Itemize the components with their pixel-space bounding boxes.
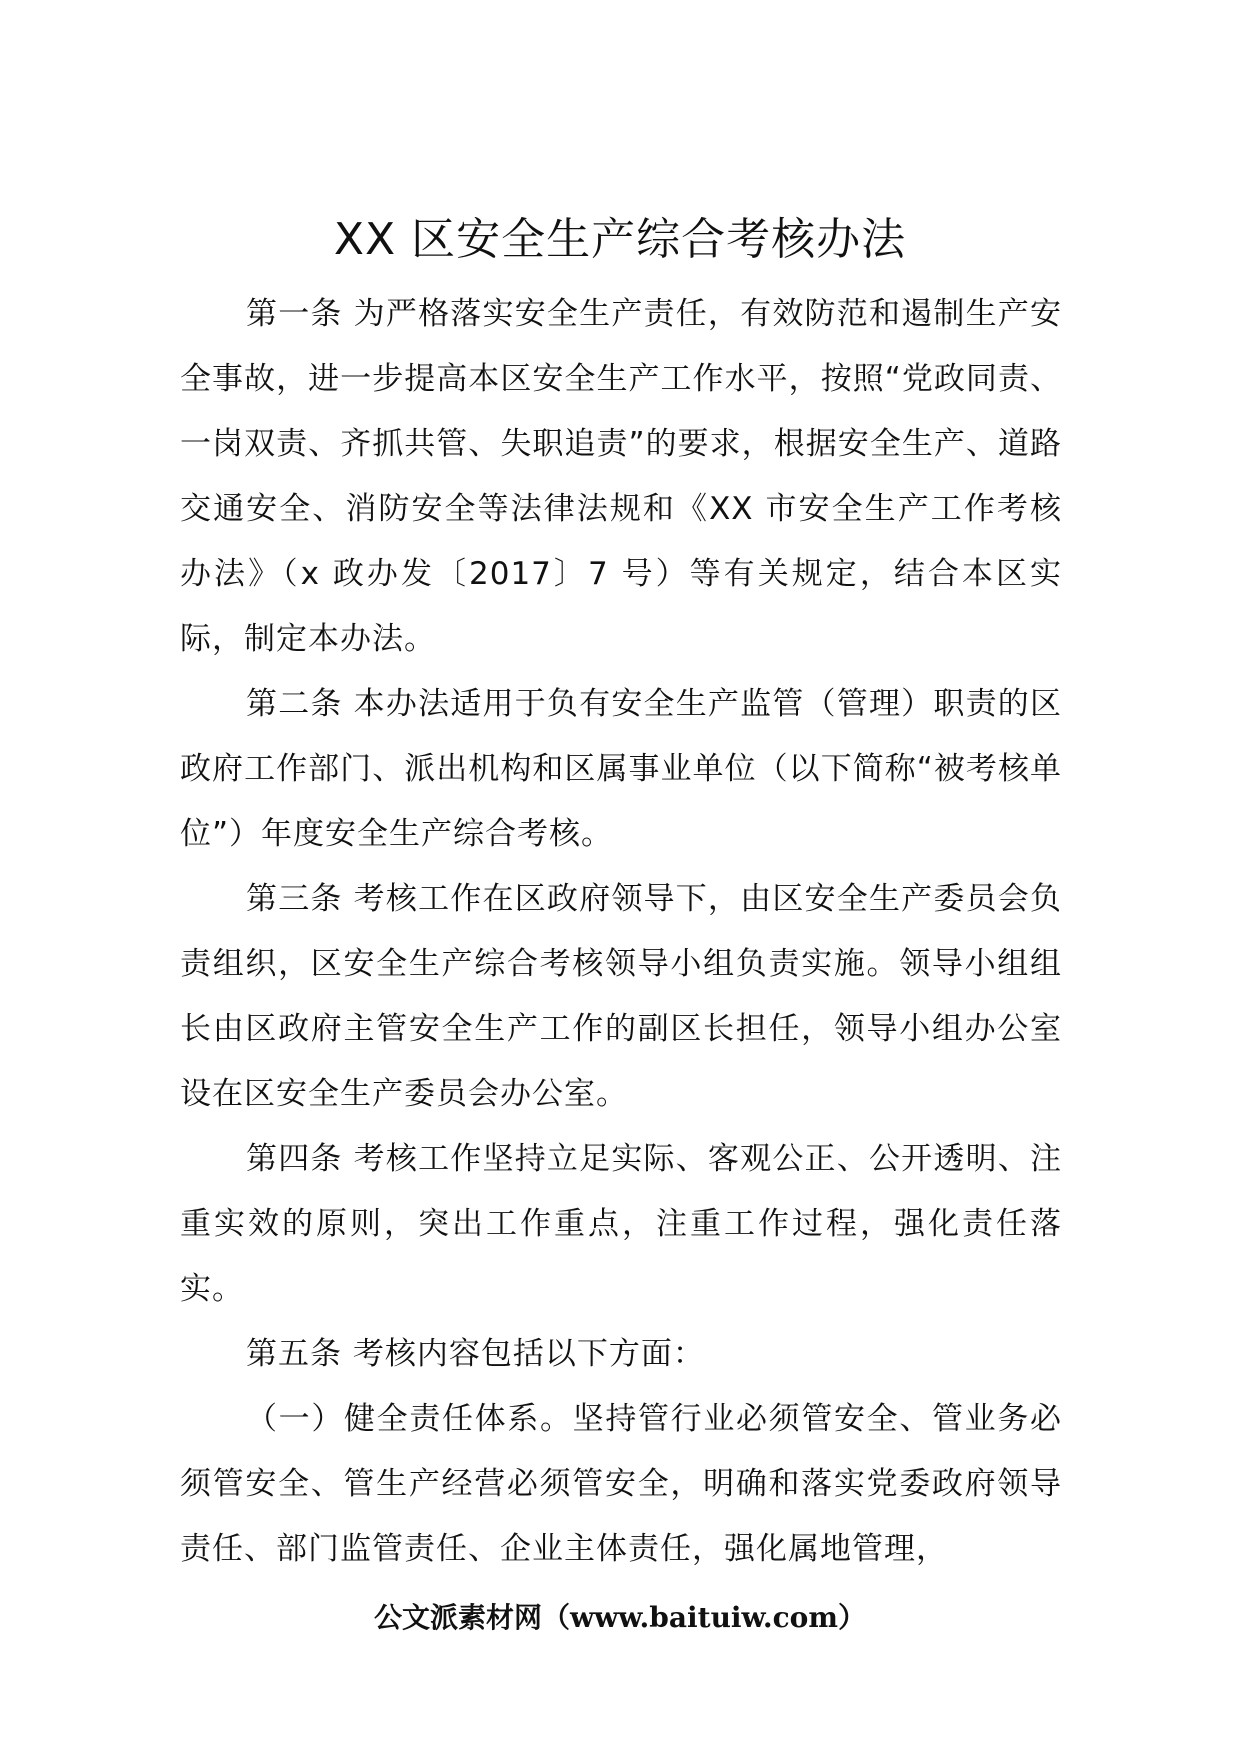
article-4-paragraph: 第四条 考核工作坚持立足实际、客观公正、公开透明、注重实效的原则，突出工作重点，注重工作过程，强化责任落实。 bbox=[180, 1141, 1062, 1307]
article-5-item-1-paragraph: （一）健全责任体系。坚持管行业必须管安全、管业务必须管安全、管生产经营必须管安全，明确和落实党委政府领导责任、部门监管责任、企业主体责任，强化属地管理， bbox=[180, 1401, 1062, 1567]
article-3-paragraph: 第三条 考核工作在区政府领导下，由区安全生产委员会负责组织，区安全生产综合考核领导小组负责实施。领导小组组长由区政府主管安全生产工作的副区长担任，领导小组办公室设在区安全生产委员会办公室。 bbox=[180, 881, 1062, 1112]
document-title: XX 区安全生产综合考核办法 bbox=[333, 214, 907, 265]
document-body bbox=[180, 282, 1062, 1582]
footer-watermark: 公文派素材网（www.baituiw.com） bbox=[374, 1601, 866, 1634]
article-2-paragraph: 第二条 本办法适用于负有安全生产监管（管理）职责的区政府工作部门、派出机构和区属事业单位（以下简称“被考核单位”）年度安全生产综合考核。 bbox=[180, 686, 1062, 852]
article-5-paragraph: 第五条 考核内容包括以下方面： bbox=[246, 1336, 705, 1372]
article-1-paragraph: 第一条 为严格落实安全生产责任，有效防范和遏制生产安全事故，进一步提高本区安全生产工作水平，按照“党政同责、一岗双责、齐抓共管、失职追责”的要求，根据安全生产、道路交通安全、消防安全等法律法规和《XX 市安全生产工作考核办法》（x 政办发〔2017〕7 号）等有关规定，结合本区实际，制定本办法。 bbox=[180, 296, 1062, 657]
